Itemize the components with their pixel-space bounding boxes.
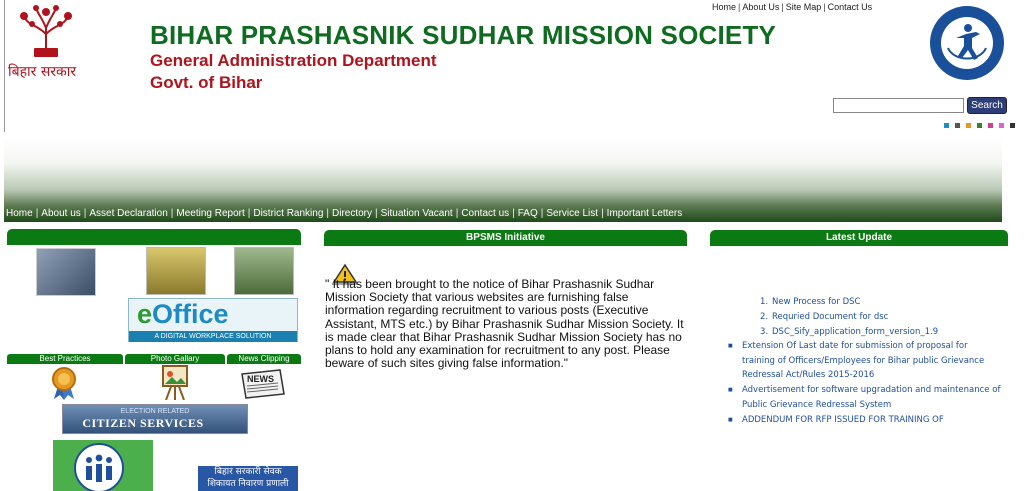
site-title: BIHAR PRASHASNIK SUDHAR MISSION SOCIETY	[150, 20, 777, 50]
separator: |	[455, 207, 459, 219]
false-info-notice: " It has been brought to the notice of Bihar Prashasnik Sudhar Mission Society that various websites are furnishing false information regarding recruitment to various posts (Executive Assistant, MTS etc.) by Bihar Prashasnik Sudhar Mission Society. It is made clear that Bihar Prashasnik Sudhar Mission Society has no plans to hold any examination for recruitment to any post. Please beware of such sites giving false information."	[325, 277, 684, 371]
separator: |	[512, 207, 515, 219]
eoffice-title	[137, 299, 229, 330]
government-name: Govt. of Bihar	[150, 73, 263, 92]
update-link[interactable]: Requried Document for dsc	[772, 312, 889, 322]
department-name: General Administration Department	[150, 51, 437, 70]
update-link[interactable]: DSC_Sify_application_form_version_1.9	[772, 327, 939, 337]
top-link-contact-us[interactable]: Contact Us	[827, 2, 873, 12]
separator: |	[247, 207, 251, 219]
list-bullet: ■	[728, 387, 733, 393]
newspaper-label: NEWS	[247, 374, 274, 384]
update-link[interactable]: New Process for DSC	[772, 297, 861, 307]
color-swatch[interactable]	[988, 123, 993, 128]
tab-best-practices[interactable]: Best Practices	[7, 354, 123, 364]
latest-update-header: Latest Update	[710, 230, 1008, 246]
newspaper-icon[interactable]	[240, 368, 286, 400]
nav-important-letters[interactable]: Important Letters	[606, 207, 683, 219]
tab-photo-gallery[interactable]: Photo Gallary	[125, 354, 225, 364]
publication-cover-1[interactable]	[146, 247, 206, 295]
nav-faq[interactable]: FAQ	[517, 207, 538, 219]
list-number: 1.	[760, 297, 769, 307]
theme-color-swatches	[944, 123, 1015, 128]
list-bullet: ■	[728, 343, 733, 349]
list-item[interactable]	[760, 325, 1024, 340]
color-swatch[interactable]	[999, 123, 1004, 128]
nav-district-ranking[interactable]: District Ranking	[253, 207, 324, 219]
nav-directory[interactable]: Directory	[332, 207, 373, 219]
eoffice-banner[interactable]	[128, 298, 298, 342]
list-item[interactable]	[728, 413, 1003, 428]
main-navigation	[4, 204, 1002, 222]
eoffice-title-rest: Office	[152, 299, 229, 329]
separator: |	[823, 2, 826, 12]
search-input[interactable]	[833, 98, 964, 113]
eoffice-title-e: e	[137, 299, 153, 329]
nav-situation-vacant[interactable]: Situation Vacant	[380, 207, 453, 219]
update-link[interactable]: Advertisement for software upgradation and maintenance of Public Grievance Redressal System	[742, 385, 1001, 410]
citizen-services-top: ELECTION RELATED	[120, 408, 190, 415]
color-swatch[interactable]	[1010, 123, 1015, 128]
header-left-border	[4, 0, 5, 132]
top-link-home[interactable]: Home	[712, 2, 737, 12]
separator: |	[781, 2, 784, 12]
family-icon	[53, 440, 153, 491]
left-tabs	[7, 354, 301, 364]
nav-meeting-report[interactable]: Meeting Report	[176, 207, 245, 219]
update-link[interactable]: Extension Of Last date for submission of proposal for training of Officers/Employees for Bihar public Grievance Redressal Act/Rules 2015-2016	[742, 341, 985, 380]
nav-service-list[interactable]: Service List	[546, 207, 599, 219]
list-item[interactable]	[728, 383, 1003, 412]
separator: |	[601, 207, 604, 219]
list-item[interactable]	[760, 310, 1024, 325]
update-link[interactable]: ADDENDUM FOR RFP ISSUED FOR TRAINING OF	[742, 415, 944, 425]
search-button[interactable]: Search	[967, 97, 1007, 114]
list-item[interactable]	[728, 339, 1003, 383]
color-swatch[interactable]	[966, 123, 971, 128]
election-citizen-services-banner[interactable]	[62, 404, 248, 434]
grievance-banner-line-2: शिकायत निवारण प्रणाली	[207, 479, 289, 489]
photo-easel-icon[interactable]	[158, 364, 192, 400]
grievance-system-banner[interactable]	[198, 466, 298, 491]
family-logo[interactable]	[53, 440, 153, 491]
separator: |	[83, 207, 87, 219]
color-swatch[interactable]	[955, 123, 960, 128]
top-link-site-map[interactable]: Site Map	[785, 2, 822, 12]
chief-minister-photo[interactable]	[36, 248, 96, 296]
list-number: 3.	[760, 327, 769, 337]
separator: |	[170, 207, 174, 219]
list-item[interactable]	[760, 295, 1024, 310]
nav-contact-us[interactable]: Contact us	[461, 207, 510, 219]
list-number: 2.	[760, 312, 769, 322]
separator: |	[35, 207, 39, 219]
eoffice-subtitle: A DIGITAL WORKPLACE SOLUTION	[129, 331, 297, 342]
bpsms-initiative-header: BPSMS Initiative	[324, 230, 687, 246]
top-links	[712, 2, 872, 12]
list-bullet: ■	[728, 417, 733, 423]
citizen-services-title: CITIZEN SERVICES	[82, 416, 204, 430]
publication-cover-2[interactable]	[234, 247, 294, 295]
top-link-about-us[interactable]: About Us	[742, 2, 780, 12]
medal-icon[interactable]	[48, 366, 80, 400]
separator: |	[375, 207, 378, 219]
separator: |	[738, 2, 741, 12]
nav-asset-declaration[interactable]: Asset Declaration	[89, 207, 168, 219]
nav-about-us[interactable]: About us	[41, 207, 81, 219]
separator: |	[540, 207, 544, 219]
nav-home[interactable]: Home	[6, 207, 33, 219]
tab-news-clipping[interactable]: News Clipping	[227, 354, 301, 364]
bihar-emblem-icon	[14, 4, 78, 62]
bpsms-logo-icon[interactable]	[928, 4, 1006, 82]
bihar-sarkar-caption: बिहार सरकार	[8, 64, 77, 80]
color-swatch[interactable]	[977, 123, 982, 128]
site-header	[0, 0, 1024, 132]
color-swatch[interactable]	[944, 123, 949, 128]
grievance-banner-line-1: बिहार सरकारी सेवक	[214, 467, 282, 477]
separator: |	[326, 207, 329, 219]
left-panel-header	[7, 229, 301, 245]
